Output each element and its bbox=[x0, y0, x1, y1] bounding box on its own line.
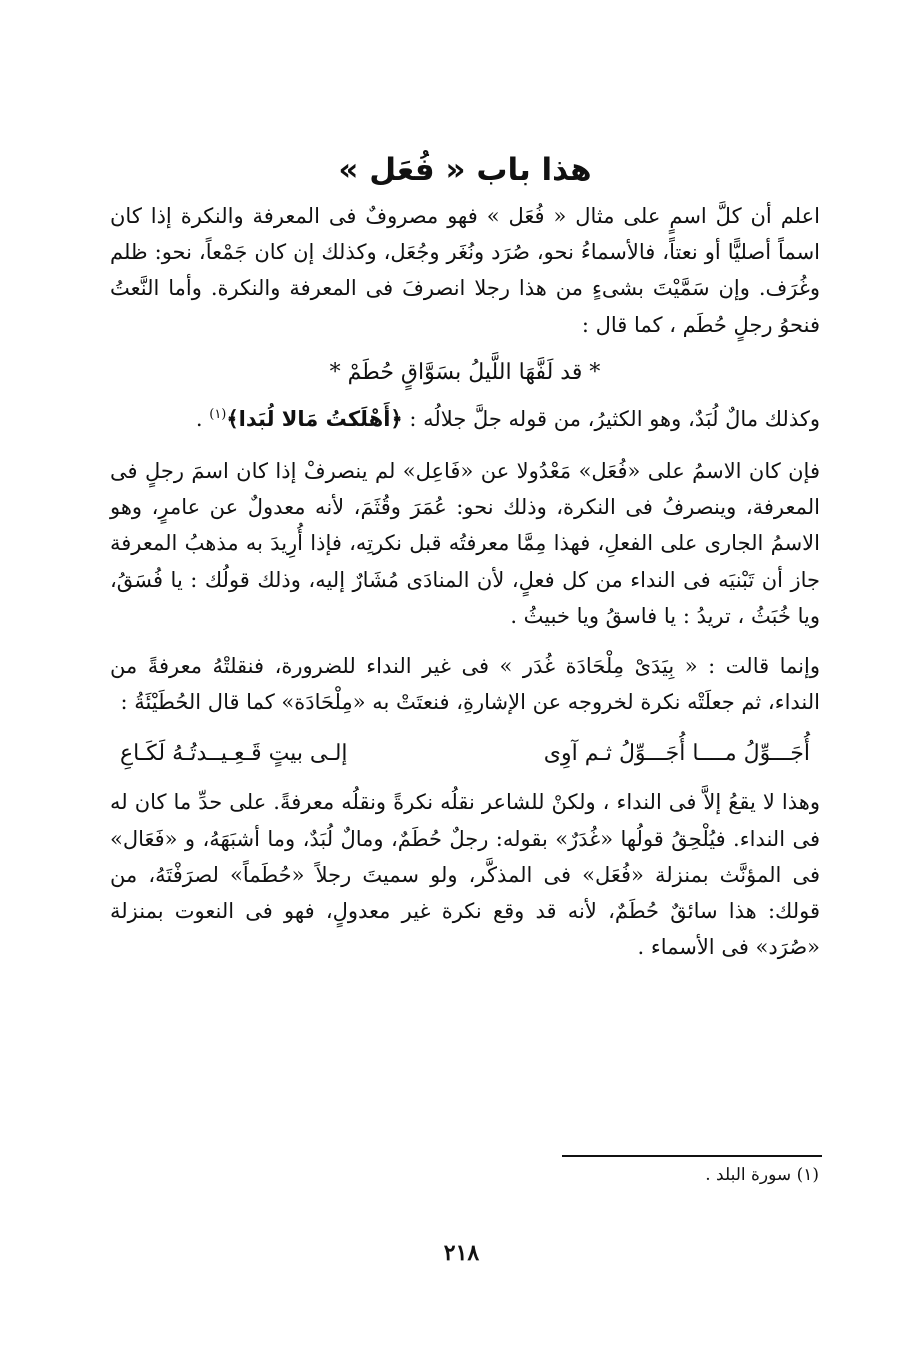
footnote: (١) سورة البلد . bbox=[705, 1165, 819, 1185]
spacer bbox=[110, 634, 820, 648]
spacer bbox=[110, 437, 820, 453]
paragraph-2: وكذلك مالٌ لُبَدٌ، وهو الكثيرُ، من قوله جلَّ جلالُه : ﴿أَهْلَكتُ مَالا لُبَدا﴾$^{(١)}$ . bbox=[195, 406, 820, 431]
paragraph-1: اعلم أن كلَّ اسمٍ على مثال « فُعَل » فهو مصروفٌ فى المعرفة والنكرة إذا كان اسماً أصليًّا أو نعتاً، فالأسماءُ نحو، صُرَد ونُغَر وجُعَل، وكذلك إن كان جَمْعاً، نحو: ظلم وغُرَف. وإن سَمَّيْتَ بشىءٍ من هذا رجلا انصرفَ فى المعرفة والنكرة. وأما النَّعتُ فنحوُ رجلٍ حُطَم ، كما قال : bbox=[110, 204, 820, 337]
poem-verse bbox=[120, 734, 810, 774]
footnote-ref: (١) bbox=[209, 406, 227, 422]
footnote-divider bbox=[562, 1155, 822, 1157]
paragraph-2-text: وكذلك مالٌ لُبَدٌ، وهو الكثيرُ، من قوله جلَّ جلالُه : bbox=[402, 406, 820, 431]
poem-first-hemistich: أُجَـــوِّلُ مــــا أُجَـــوِّلُ ثـم آوِى bbox=[543, 741, 810, 767]
poem-second-hemistich: إلـى بيتٍ قَـعِـيــدتُـهُ لَكَـاعِ bbox=[120, 741, 348, 767]
quran-quote: ﴿أَهْلَكتُ مَالا لُبَدا﴾ bbox=[226, 406, 403, 431]
page-number: ٢١٨ bbox=[443, 1240, 480, 1266]
chapter-title: هذا باب « فُعَل » bbox=[338, 152, 592, 188]
page-body bbox=[110, 150, 820, 965]
paragraph-4: وإنما قالت : « بِيَدَىْ مِلْحَادَة غُدَر » فى غير النداء للضرورة، فنقلتْهُ معرفةً من النداء، ثم جعلَتْه نكرة لخروجه عن الإشارةِ، فنعتَتْ به «مِلْحَادَة» كما قال الحُطَيْئَةُ : bbox=[110, 654, 820, 715]
paragraph-3: فإن كان الاسمُ على «فُعَل» مَعْدُولا عن «فَاعِل» لم ينصرفْ إذا كان اسمَ رجلٍ فى المعرفة، وينصرفُ فى النكرة، وذلك نحو: عُمَرَ وقُثَمَ، لأنه معدولٌ عن عامرٍ، وهو الاسمُ الجارى على الفعلِ، فهذا مِمَّا معرفتُه قبل نكرتِه، فإذا أُرِيدَ به مذهبُ المعرفة جاز أن تَبْنيَه فى النداء من كل فعلٍ، لأن المنادَى مُشَارٌ إليه، وذلك قولُك : يا فُسَقُ، ويا خُبَثُ ، تريدُ : يا فاسقُ ويا خبيثُ . bbox=[110, 459, 820, 628]
verse-quote: * قد لَفَّهَا اللَّيلُ بسَوَّاقٍ حُطَمْ * bbox=[329, 359, 601, 385]
paragraph-5: وهذا لا يقعُ إلاَّ فى النداء ، ولكنْ للشاعر نقلُه نكرةً ونقلُه معرفةً. على حدِّ ما كان له فى النداء. فيُلْحِقُ قولُها «غُدَرٌ» بقوله: رجلٌ حُطَمٌ، ومالٌ لُبَدٌ، وما أشبَهَهُ، و «فَعَال» فى المؤنَّث بمنزلة «فُعَل» فى المذكَّر، ولو سميتَ رجلاً «حُطَماً» لصرَفْتَهُ، من قولك: هذا سائقٌ حُطَمٌ، لأنه قد وقع نكرة غير معدولٍ، فهو فى النعوت بمنزلة «صُرَد» فى الأسماء . bbox=[110, 790, 820, 960]
